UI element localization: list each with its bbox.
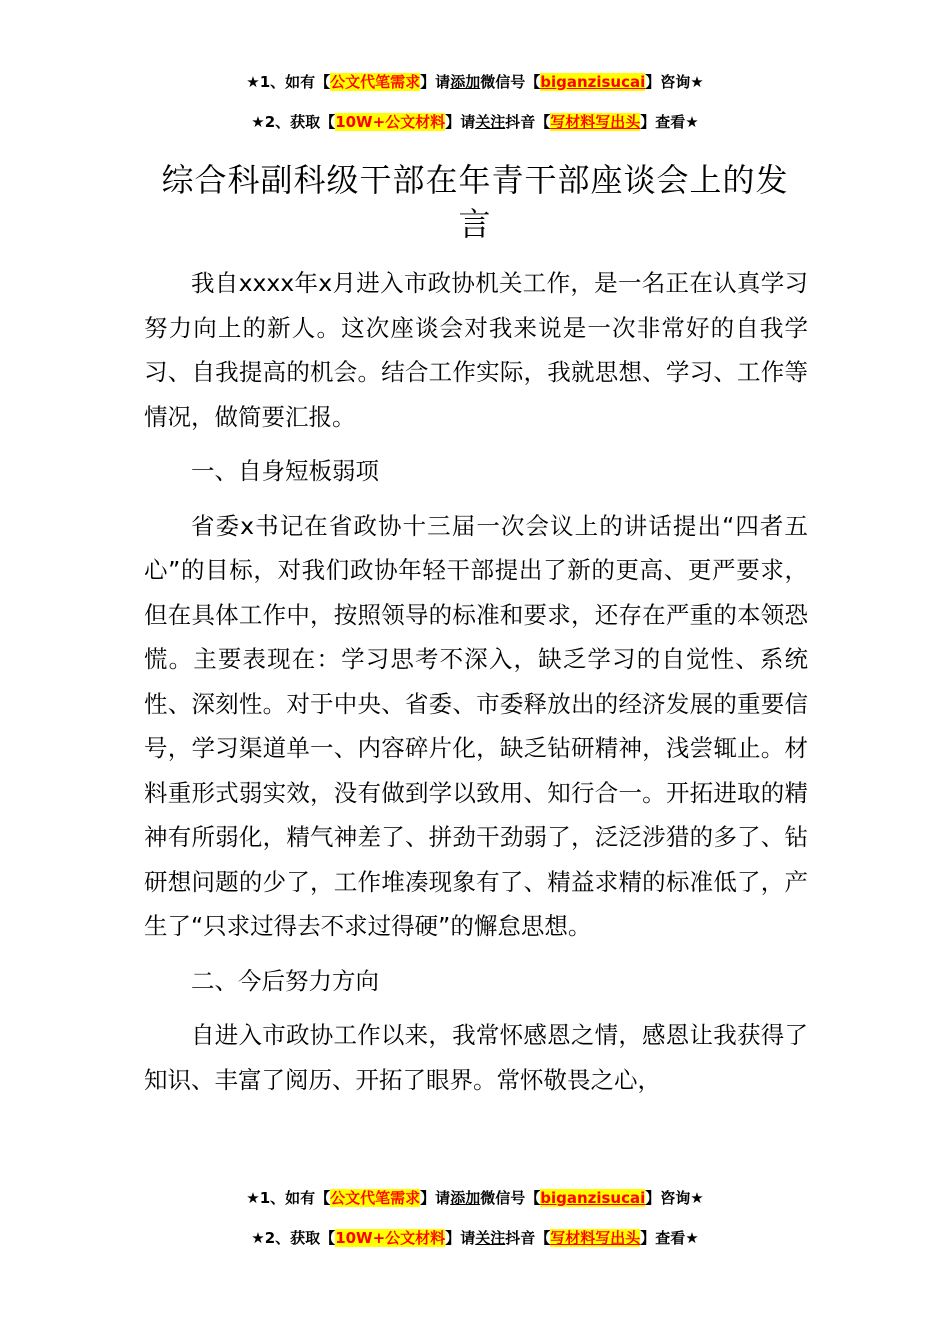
document-title — [140, 158, 810, 246]
document-body — [144, 261, 808, 1112]
promo-emphasis: 添加 — [450, 1189, 481, 1207]
promo-douyin-id[interactable]: 写材料写出头 — [550, 113, 641, 131]
promo-wechat-id[interactable]: biganzisucai — [540, 73, 646, 91]
promo-highlight: 公文代笔需求 — [330, 73, 421, 91]
promo-text: 抖音【 — [505, 113, 551, 131]
promo-top-line-2 — [0, 110, 950, 134]
promo-text: 】请 — [445, 1229, 476, 1247]
promo-emphasis: 关注 — [475, 113, 506, 131]
promo-text: ★1、如有【 — [246, 1189, 331, 1207]
promo-text: 】请 — [420, 1189, 451, 1207]
promo-highlight: 10W+公文材料 — [335, 113, 446, 131]
promo-top-line-1 — [0, 70, 950, 94]
promo-text: 微信号【 — [480, 1189, 541, 1207]
section-heading-2: 二、今后努力方向 — [191, 966, 379, 995]
promo-text: 】请 — [420, 73, 451, 91]
promo-text: 】查看★ — [640, 113, 699, 131]
promo-text: 】咨询★ — [645, 1189, 704, 1207]
paragraph-intro: 我自xxxx年x月进入市政协机关工作，是一名正在认真学习努力向上的新人。这次座谈会对我来说是一次非常好的自我学习、自我提高的机会。结合工作实际，我就思想、学习、工作等情况，做简要汇报。 — [144, 269, 808, 431]
paragraph-direction: 自进入市政协工作以来，我常怀感恩之情，感恩让我获得了知识、丰富了阅历、开拓了眼界。常怀敬畏之心， — [144, 1021, 808, 1094]
promo-bottom-line-2 — [0, 1226, 950, 1250]
title-line-1: 综合科副科级干部在年青干部座谈会上的发 — [161, 161, 789, 199]
promo-text: ★2、获取【 — [251, 113, 336, 131]
promo-bottom-line-1 — [0, 1186, 950, 1210]
promo-highlight: 10W+公文材料 — [335, 1229, 446, 1247]
promo-douyin-id[interactable]: 写材料写出头 — [550, 1229, 641, 1247]
title-line-2: 言 — [458, 205, 492, 243]
promo-text: 】请 — [445, 113, 476, 131]
promo-text: ★2、获取【 — [251, 1229, 336, 1247]
promo-emphasis: 关注 — [475, 1229, 506, 1247]
promo-highlight: 公文代笔需求 — [330, 1189, 421, 1207]
promo-text: 】咨询★ — [645, 73, 704, 91]
promo-text: 微信号【 — [480, 73, 541, 91]
promo-text: ★1、如有【 — [246, 73, 331, 91]
promo-text: 】查看★ — [640, 1229, 699, 1247]
paragraph-shortcomings: 省委x书记在省政协十三届一次会议上的讲话提出“四者五心”的目标，对我们政协年轻干部提出了新的更高、更严要求，但在具体工作中，按照领导的标准和要求，还存在严重的本领恐慌。主要表现在：学习思考不深入，缺乏学习的自觉性、系统性、深刻性。对于中央、省委、市委释放出的经济发展的重要信号，学习渠道单一、内容碎片化，缺乏钻研精神，浅尝辄止。材料重形式弱实效，没有做到学以致用、知行合一。开拓进取的精神有所弱化，精气神差了、拼劲干劲弱了，泛泛涉猎的多了、钻研想问题的少了，工作堆凑现象有了、精益求精的标准低了，产生了“只求过得去不求过得硬”的懈怠思想。 — [144, 511, 808, 940]
promo-emphasis: 添加 — [450, 73, 481, 91]
promo-text: 抖音【 — [505, 1229, 551, 1247]
promo-wechat-id[interactable]: biganzisucai — [540, 1189, 646, 1207]
section-heading-1: 一、自身短板弱项 — [191, 457, 379, 485]
